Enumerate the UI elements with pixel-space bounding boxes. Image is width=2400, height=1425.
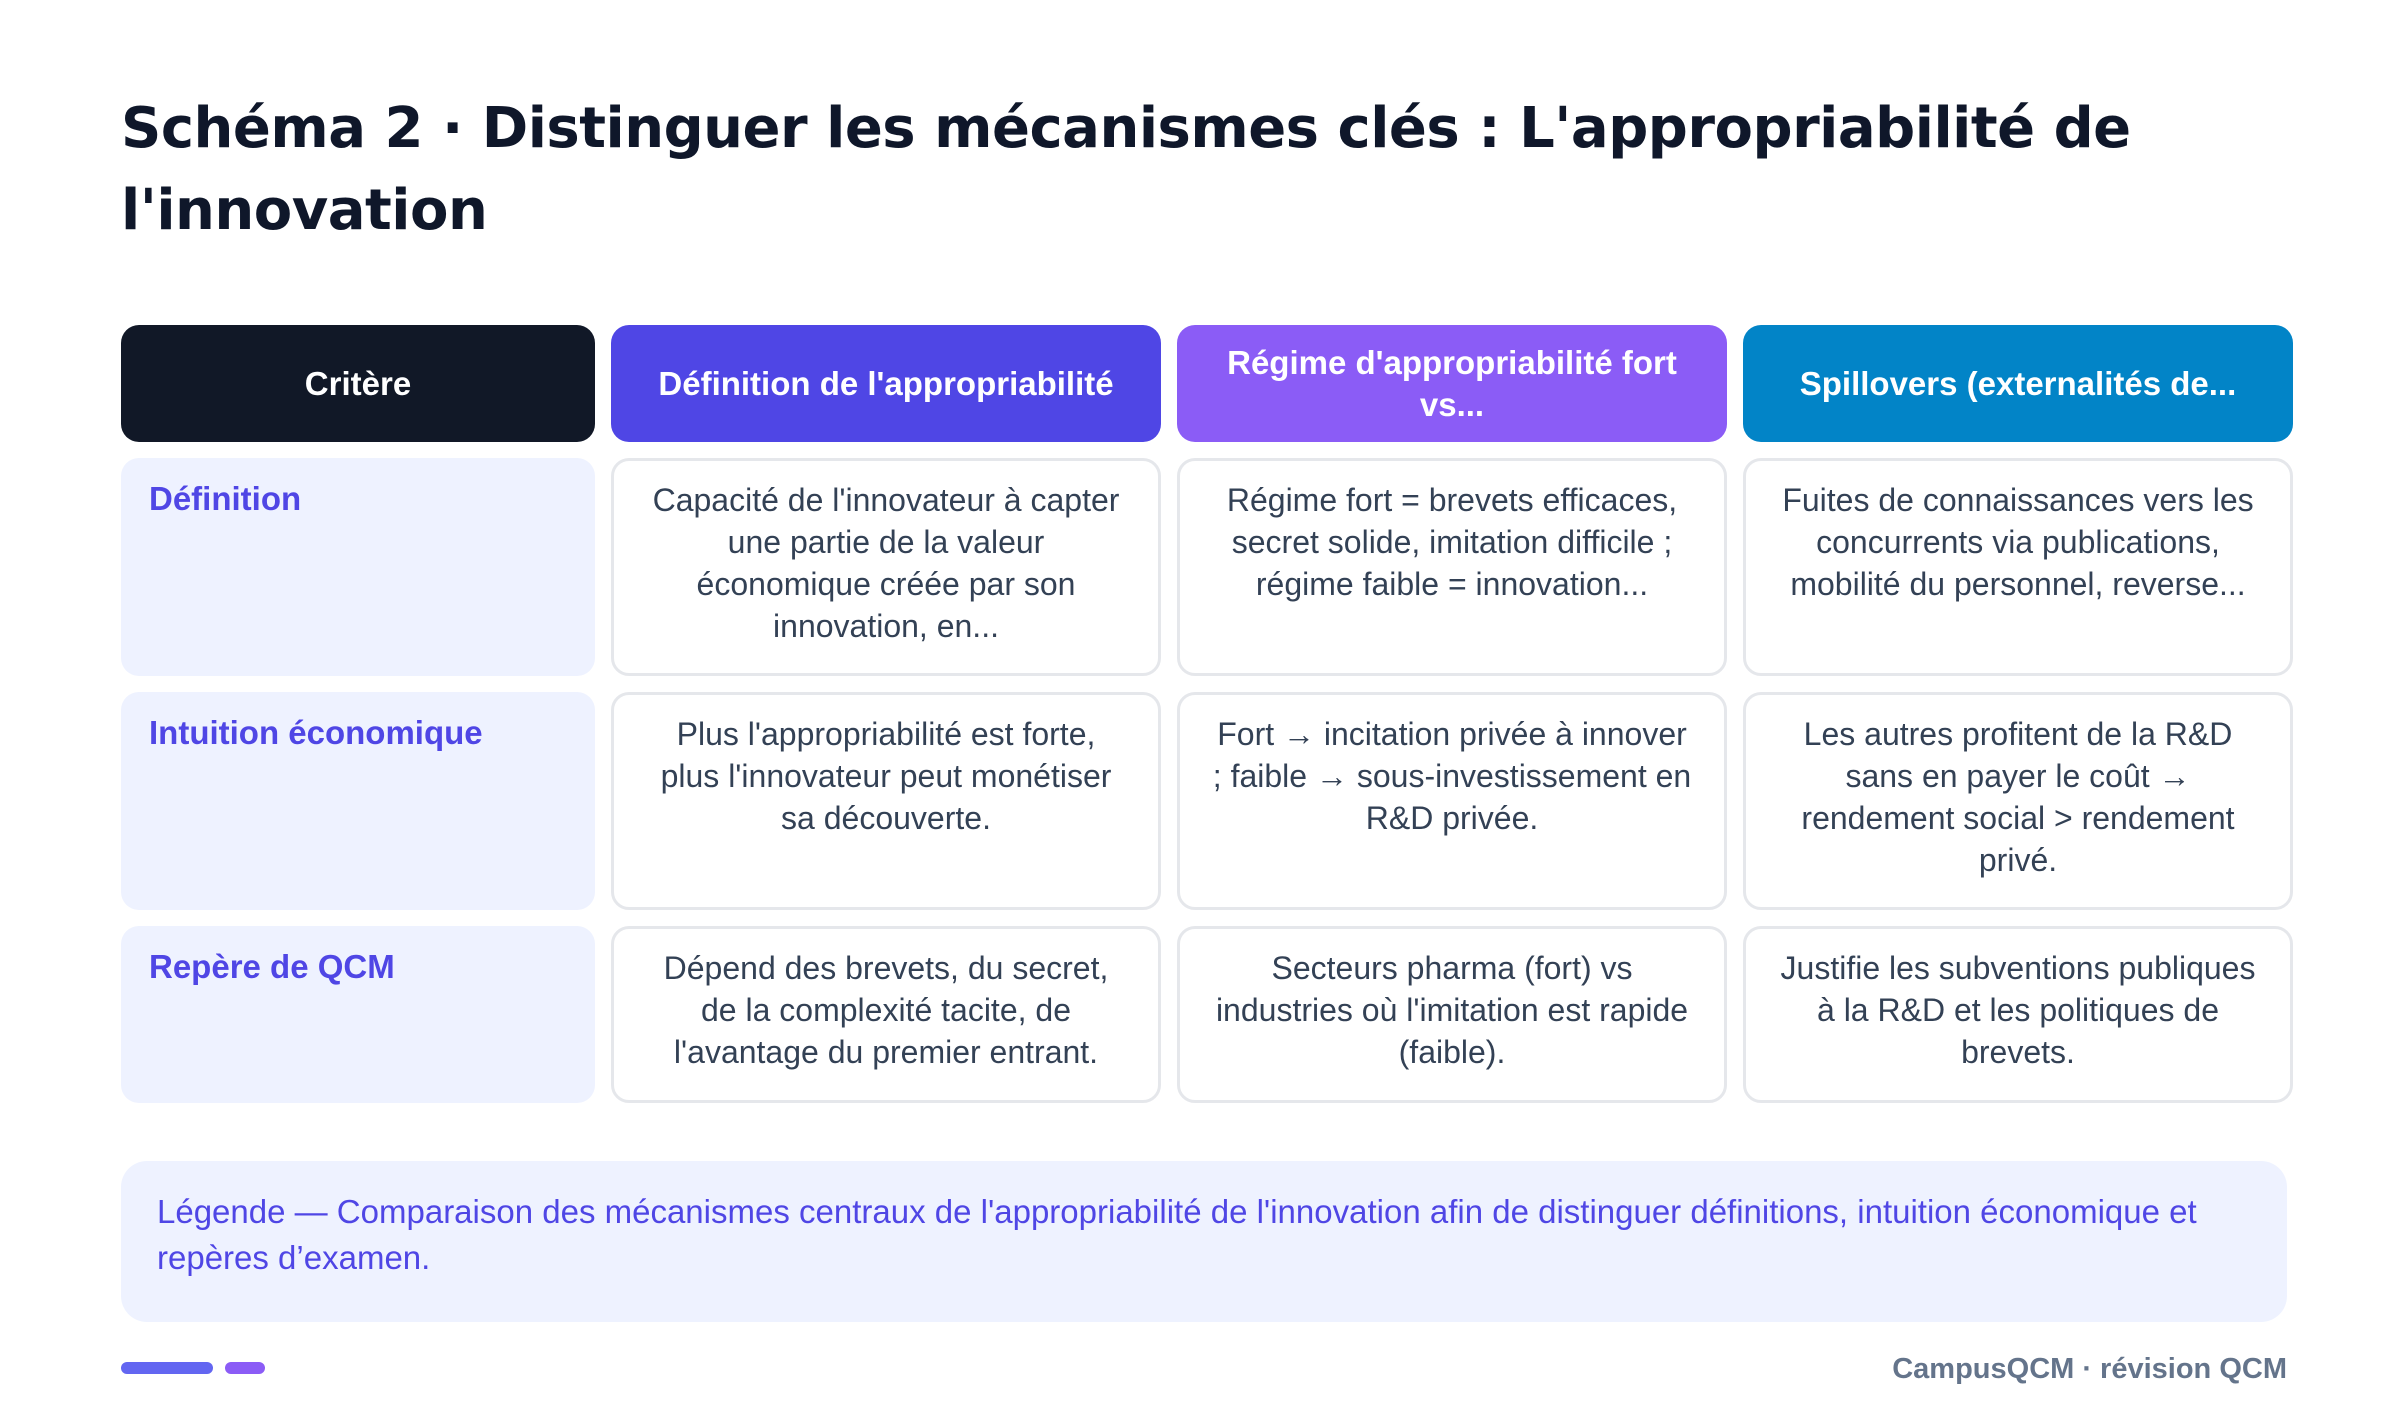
row-label-qcm-marker: Repère de QCM xyxy=(121,926,595,1103)
table-cell: Les autres profitent de la R&D sans en payer le coût → rendement social > rendement privé. xyxy=(1743,692,2293,910)
row-label-definition: Définition xyxy=(121,458,595,676)
table-cell: Régime fort = brevets efficaces, secret solide, imitation difficile ; régime faible = innovation... xyxy=(1177,458,1727,676)
comparison-table xyxy=(121,325,2287,1103)
table-cell: Secteurs pharma (fort) vs industries où l'imitation est rapide (faible). xyxy=(1177,926,1727,1103)
table-cell: Capacité de l'innovateur à capter une partie de la valeur économique créée par son innovation, en... xyxy=(611,458,1161,676)
footer-brand: CampusQCM · révision QCM xyxy=(1892,1353,2287,1385)
decorative-bar xyxy=(121,1362,213,1374)
legend-text: Légende — Comparaison des mécanismes centraux de l'appropriabilité de l'innovation afin de distinguer définitions, intuition économique et repères d’examen. xyxy=(157,1193,2197,1276)
table-cell: Dépend des brevets, du secret, de la complexité tacite, de l'avantage du premier entrant. xyxy=(611,926,1161,1103)
row-label-economic-intuition: Intuition économique xyxy=(121,692,595,910)
table-cell: Plus l'appropriabilité est forte, plus l'innovateur peut monétiser sa découverte. xyxy=(611,692,1161,910)
header-criterion: Critère xyxy=(121,325,595,442)
header-appropriability-definition: Définition de l'appropriabilité xyxy=(611,325,1161,442)
header-spillovers: Spillovers (externalités de... xyxy=(1743,325,2293,442)
table-cell: Justifie les subventions publiques à la R&D et les politiques de brevets. xyxy=(1743,926,2293,1103)
legend-box xyxy=(121,1161,2287,1322)
header-strong-regime: Régime d'appropriabilité fort vs... xyxy=(1177,325,1727,442)
page-title: Schéma 2 · Distinguer les mécanismes clés : L'appropriabilité de l'innovation xyxy=(121,96,2131,243)
decorative-bar-short xyxy=(225,1362,265,1374)
table-cell: Fuites de connaissances vers les concurrents via publications, mobilité du personnel, reverse... xyxy=(1743,458,2293,676)
table-cell: Fort → incitation privée à innover ; faible → sous-investissement en R&D privée. xyxy=(1177,692,1727,910)
